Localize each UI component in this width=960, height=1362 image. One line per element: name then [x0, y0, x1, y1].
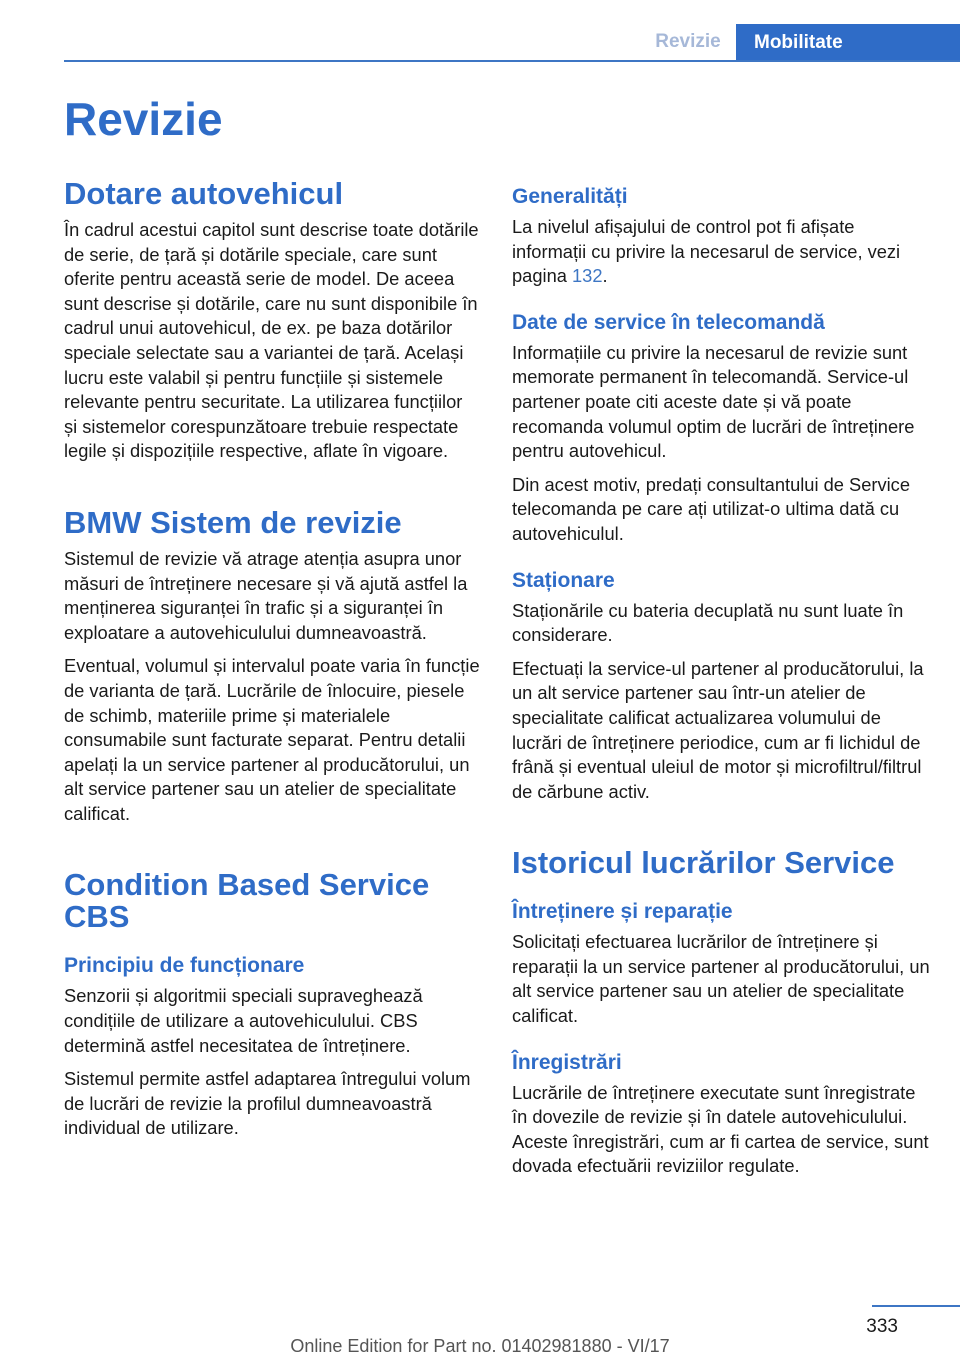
page-title: Revizie [64, 93, 223, 145]
header-rule [64, 60, 960, 62]
page-number: 333 [866, 1316, 898, 1337]
para-generalitati-end: . [602, 265, 608, 287]
heading-bmw-sistem: BMW Sistem de revizie [64, 504, 402, 540]
heading-date-service: Date de service în telecomandă [512, 310, 825, 334]
para-dotare: În cadrul acestui capitol sunt descrise toate dotările de serie, de țară și dotările speciale, care sunt oferite pentru această serie de model. De aceea sunt descrise și dotările, care nu sunt disponibile în cadrul unui autovehicul, de ex. pe baza dotărilor speciale selectate sau a variantei de țară. Același lucru este valabil și pentru funcțiile și sistemele relevante pentru securitate. La utilizarea funcțiilor și sistemelor corespunzătoare trebuie respectate legile și dispozițiile respective, aflate în vigoare. [64, 219, 479, 462]
heading-principiu: Principiu de funcționare [64, 954, 305, 978]
tab-chapter-mobilitate: Mobilitate [736, 24, 960, 62]
heading-istoric: Istoricul lucrărilor Service [512, 845, 895, 881]
heading-inregistrari: Înregistrări [512, 1050, 622, 1074]
heading-intretinere: Întreținere și reparație [512, 900, 733, 924]
para-stationare-1: Staționările cu bateria decuplată nu sunt luate în considerare. [512, 599, 904, 646]
para-generalitati [512, 215, 932, 289]
right-column [512, 184, 932, 1188]
para-intretinere: Solicitați efectuarea lucrărilor de întreținere și reparații la un service partener al producătorului, un alt service partener sau un atelier de specialitate calificat. [512, 931, 930, 1027]
footer-rule [872, 1305, 960, 1307]
para-generalitati-text: La nivelul afișajului de control pot fi afișate informații cu privire la necesarul de service, vezi pagina [512, 216, 901, 287]
left-column [64, 178, 480, 1150]
para-inregistrari: Lucrările de întreținere executate sunt înregistrate în dovezile de revizie și în datele autovehiculului. Aceste înregistrări, cum ar fi cartea de service, sunt dovada efectuării reviziilor regulate. [512, 1081, 929, 1177]
heading-stationare: Staționare [512, 568, 615, 592]
para-date-2: Din acest motiv, predați consultantului de Service telecomanda pe care ați utilizat-o ultima dată cu autovehiculul. [512, 473, 910, 544]
para-principiu-2: Sistemul permite astfel adaptarea întregului volum de lucrări de revizie la profilul dumneavoastră individual de utilizare. [64, 1068, 471, 1139]
heading-dotare: Dotare autovehicul [64, 176, 344, 211]
heading-cbs: Condition Based Service CBS [64, 867, 430, 935]
tab-section-revizie: Revizie [655, 31, 721, 52]
footer-edition: Online Edition for Part no. 01402981880 - VI/17 [290, 1336, 670, 1356]
heading-generalitati: Generalități [512, 185, 628, 208]
para-bmw-2: Eventual, volumul și intervalul poate varia în funcție de varianta de țară. Lucrările de înlocuire, piesele de schimb, materiile prime și materialele consumabile sunt facturate separat. Pentru detalii apelați la un service partener al producătorului, un alt service partener sau un atelier de specialitate calificat. [64, 655, 480, 824]
para-principiu-1: Senzorii și algoritmii speciali supraveghează condițiile de utilizare a autovehiculului. CBS determină astfel necesitatea de întreținere. [64, 985, 423, 1056]
para-bmw-1: Sistemul de revizie vă atrage atenția asupra unor măsuri de întreținere necesare și vă ajută astfel la menținerea siguranței în trafic și a siguranței în exploatare a autovehiculului dumneavoastră. [64, 547, 468, 643]
para-stationare-2: Efectuați la service-ul partener al producătorului, la un alt service partener sau într-un atelier de specialitate calificat actualizarea volumului de lucrări de întreținere periodice, cum ar fi lichidul de frână și eventual uleiul de motor și microfiltrul/filtrul de cărbune activ. [512, 657, 924, 802]
page-link-132[interactable]: 132 [571, 265, 603, 287]
para-date-1: Informațiile cu privire la necesarul de revizie sunt memorate permanent în telecomandă. Service-ul partener poate citi aceste date și vă poate recomanda volumul optim de lucrări de întreținere pentru autovehicul. [512, 341, 915, 462]
page-header [0, 0, 960, 62]
